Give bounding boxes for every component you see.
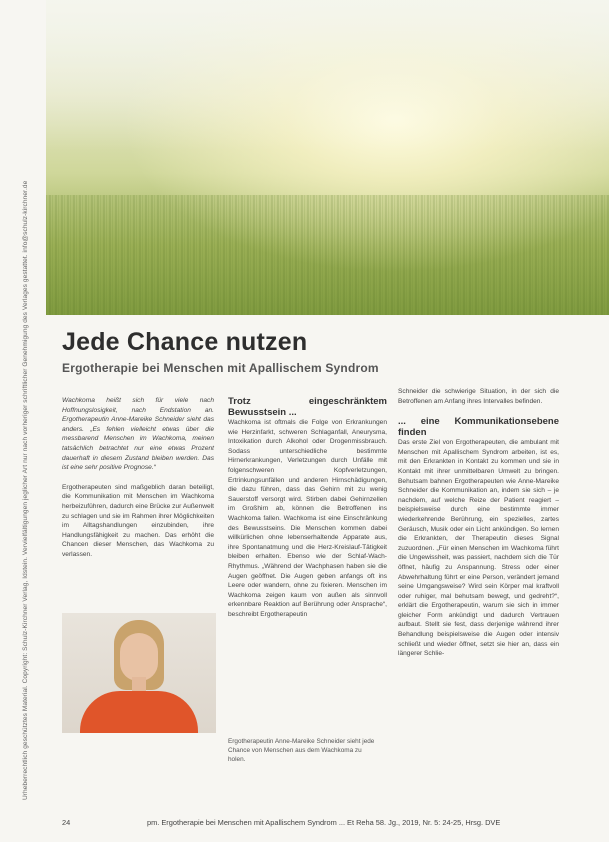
article-subtitle: Ergotherapie bei Menschen mit Apallischem Syndrom — [62, 361, 379, 375]
article-title: Jede Chance nutzen — [62, 328, 308, 356]
section-heading-2: ... eine Kommunikationsebene finden — [398, 416, 559, 439]
column-1 — [62, 396, 214, 560]
photo-caption: Ergotherapeutin Anne-Mareike Schneider sieht jede Chance von Menschen aus dem Wachkoma zu holen. — [228, 738, 375, 763]
column-2-body: Wachkoma ist oftmals die Folge von Erkrankungen wie Herzinfarkt, schweren Schlaganfall, Aneurysma, Intoxikation durch Alkohol oder Drogenmissbrauch. Sodass unterschiedliche bestimmte Hirnerkrankungen, Verletzungen durch Unfälle mit folgenschweren Kopfverletzungen, Ertrinkungsunfällen und anderen Hirnschädigungen, die dazu führen, dass das Gehirn mit zu wenig Sauerstoff versorgt wird. Stirben dabei Gehirnzellen im Großhirn ab, können die Betroffenen ins Wachkoma fallen. Wachkoma ist eine Einschränkung des Bewusstseins. Die Menschen kommen dabei willkürlichen ohne lebenserhaltende Apparate aus, ihre Spontanatmung und die Herz-Kreislauf-Tätigkeit bleiben erhalten. Ebenso wie der Schlaf-Wach-Rhythmus. „Während der Wachphasen haben sie die Augen geöffnet. Die Augen geben anfangs oft ins Leere oder wandern, ohne zu fixieren. Menschen im Wachkoma zeigen kaum von außen als sinnvoll erkennbare Reaktion auf Berührung oder Ansprache“, beschreibt Ergotherapeutin — [228, 419, 387, 618]
page-number: 24 — [62, 818, 71, 827]
copyright-sidenote: Urheberrechtlich geschütztes Material. Copyright: Schulz-Kirchner Verlag, Idstein. Vervielfältigungen jeglicher Art nur nach vorheriger schriftlicher Genehmigung des Verlages gestattet. info@schulz-kirchner.de — [22, 180, 29, 800]
section-heading-1: Trotz eingeschränktem Bewusstsein ... — [228, 396, 387, 418]
citation-reference: pm. Ergotherapie bei Menschen mit Apallischem Syndrom ... Et Reha 58. Jg., 2019, Nr. 5: 24-25, Hrsg. DVE — [147, 818, 501, 827]
portrait-sweater — [80, 691, 198, 733]
column-1-body: Ergotherapeuten sind maßgeblich daran beteiligt, die Kommunikation mit Menschen im Wachkoma herbeizuführen, dadurch eine Brücke zur Außenwelt zu schlagen und sie im Rahmen ihrer Möglichkeiten im Alltagshandlungen einzubinden, ihre Handlungsfähigkeit zu machen. Das erhöht die Chancen dieser Menschen, das Wachkoma zu verlassen. — [62, 483, 214, 558]
intro-text: Wachkoma heißt sich für viele nach Hoffnungslosigkeit, nach Endstation an. Ergotherapeutin Anne-Mareike Schneider sieht das anders. „Es fehlen vielleicht etwas über die messbarend Menschen im Wachkoma, meinen tatsächlich betrachtet nur eine etwas Prozent dauerhaft in diesem Zustand bleiben werden. Das ist eine sehr positive Prognose.“ — [62, 397, 214, 472]
portrait-face — [120, 633, 158, 681]
hero-haze — [46, 0, 609, 150]
hero-grass — [46, 195, 609, 315]
column-3 — [398, 387, 559, 659]
column-3-body-2: Das erste Ziel von Ergotherapeuten, die ambulant mit Menschen mit Apallischem Syndrom arbeiten, ist es, mit den Erkrankten in Kontakt zu kommen und sie in Kontakt mit ihrer unmittelbaren Umwelt zu bringen. Behutsam bahnen Ergotherapeuten wie Anne-Mareike Schneider die Kommunikation an, indem sie sich – je nachdem, auf welche Reize der Patient reagiert – beispielsweise durch eine bestimmte immer wiederkehrende Berührung, ein spezielles, zartes Geräusch, Musik oder ein Licht ankündigen. So lernen die Erkrankten, der Therapeutin dieses Signal zuzuordnen. „Für einen Menschen im Wachkoma führt die Ungewissheit, was passiert, nachdem sich die Tür öffnet, häufig zu Anspannung. Stress oder einer Abwehrhaltung führt er eine Person, verändert jemand seine Umgangsweise? Wird sein Körper mal kraftvoll oder ruhiger, mal behutsam bewegt, und gedreht?“, erklärt die Ergotherapeutin, warum sie sich in immer gleicher Form ankündigt und dadurch Vertrauen aufbaut. Stellt sie fest, dass derjenige während ihrer Behandlung beispielsweise die Augen oder intensiv schließt und wieder öffnet, setzt sie hier an, dass ein längerer Schlie- — [398, 439, 559, 658]
portrait-photo — [62, 613, 216, 733]
hero-image — [46, 0, 609, 315]
column-3-body-1: Schneider die schwierige Situation, in der sich die Betroffenen am Anfang ihres Intervalles befinden. — [398, 388, 559, 405]
column-2 — [228, 396, 387, 619]
